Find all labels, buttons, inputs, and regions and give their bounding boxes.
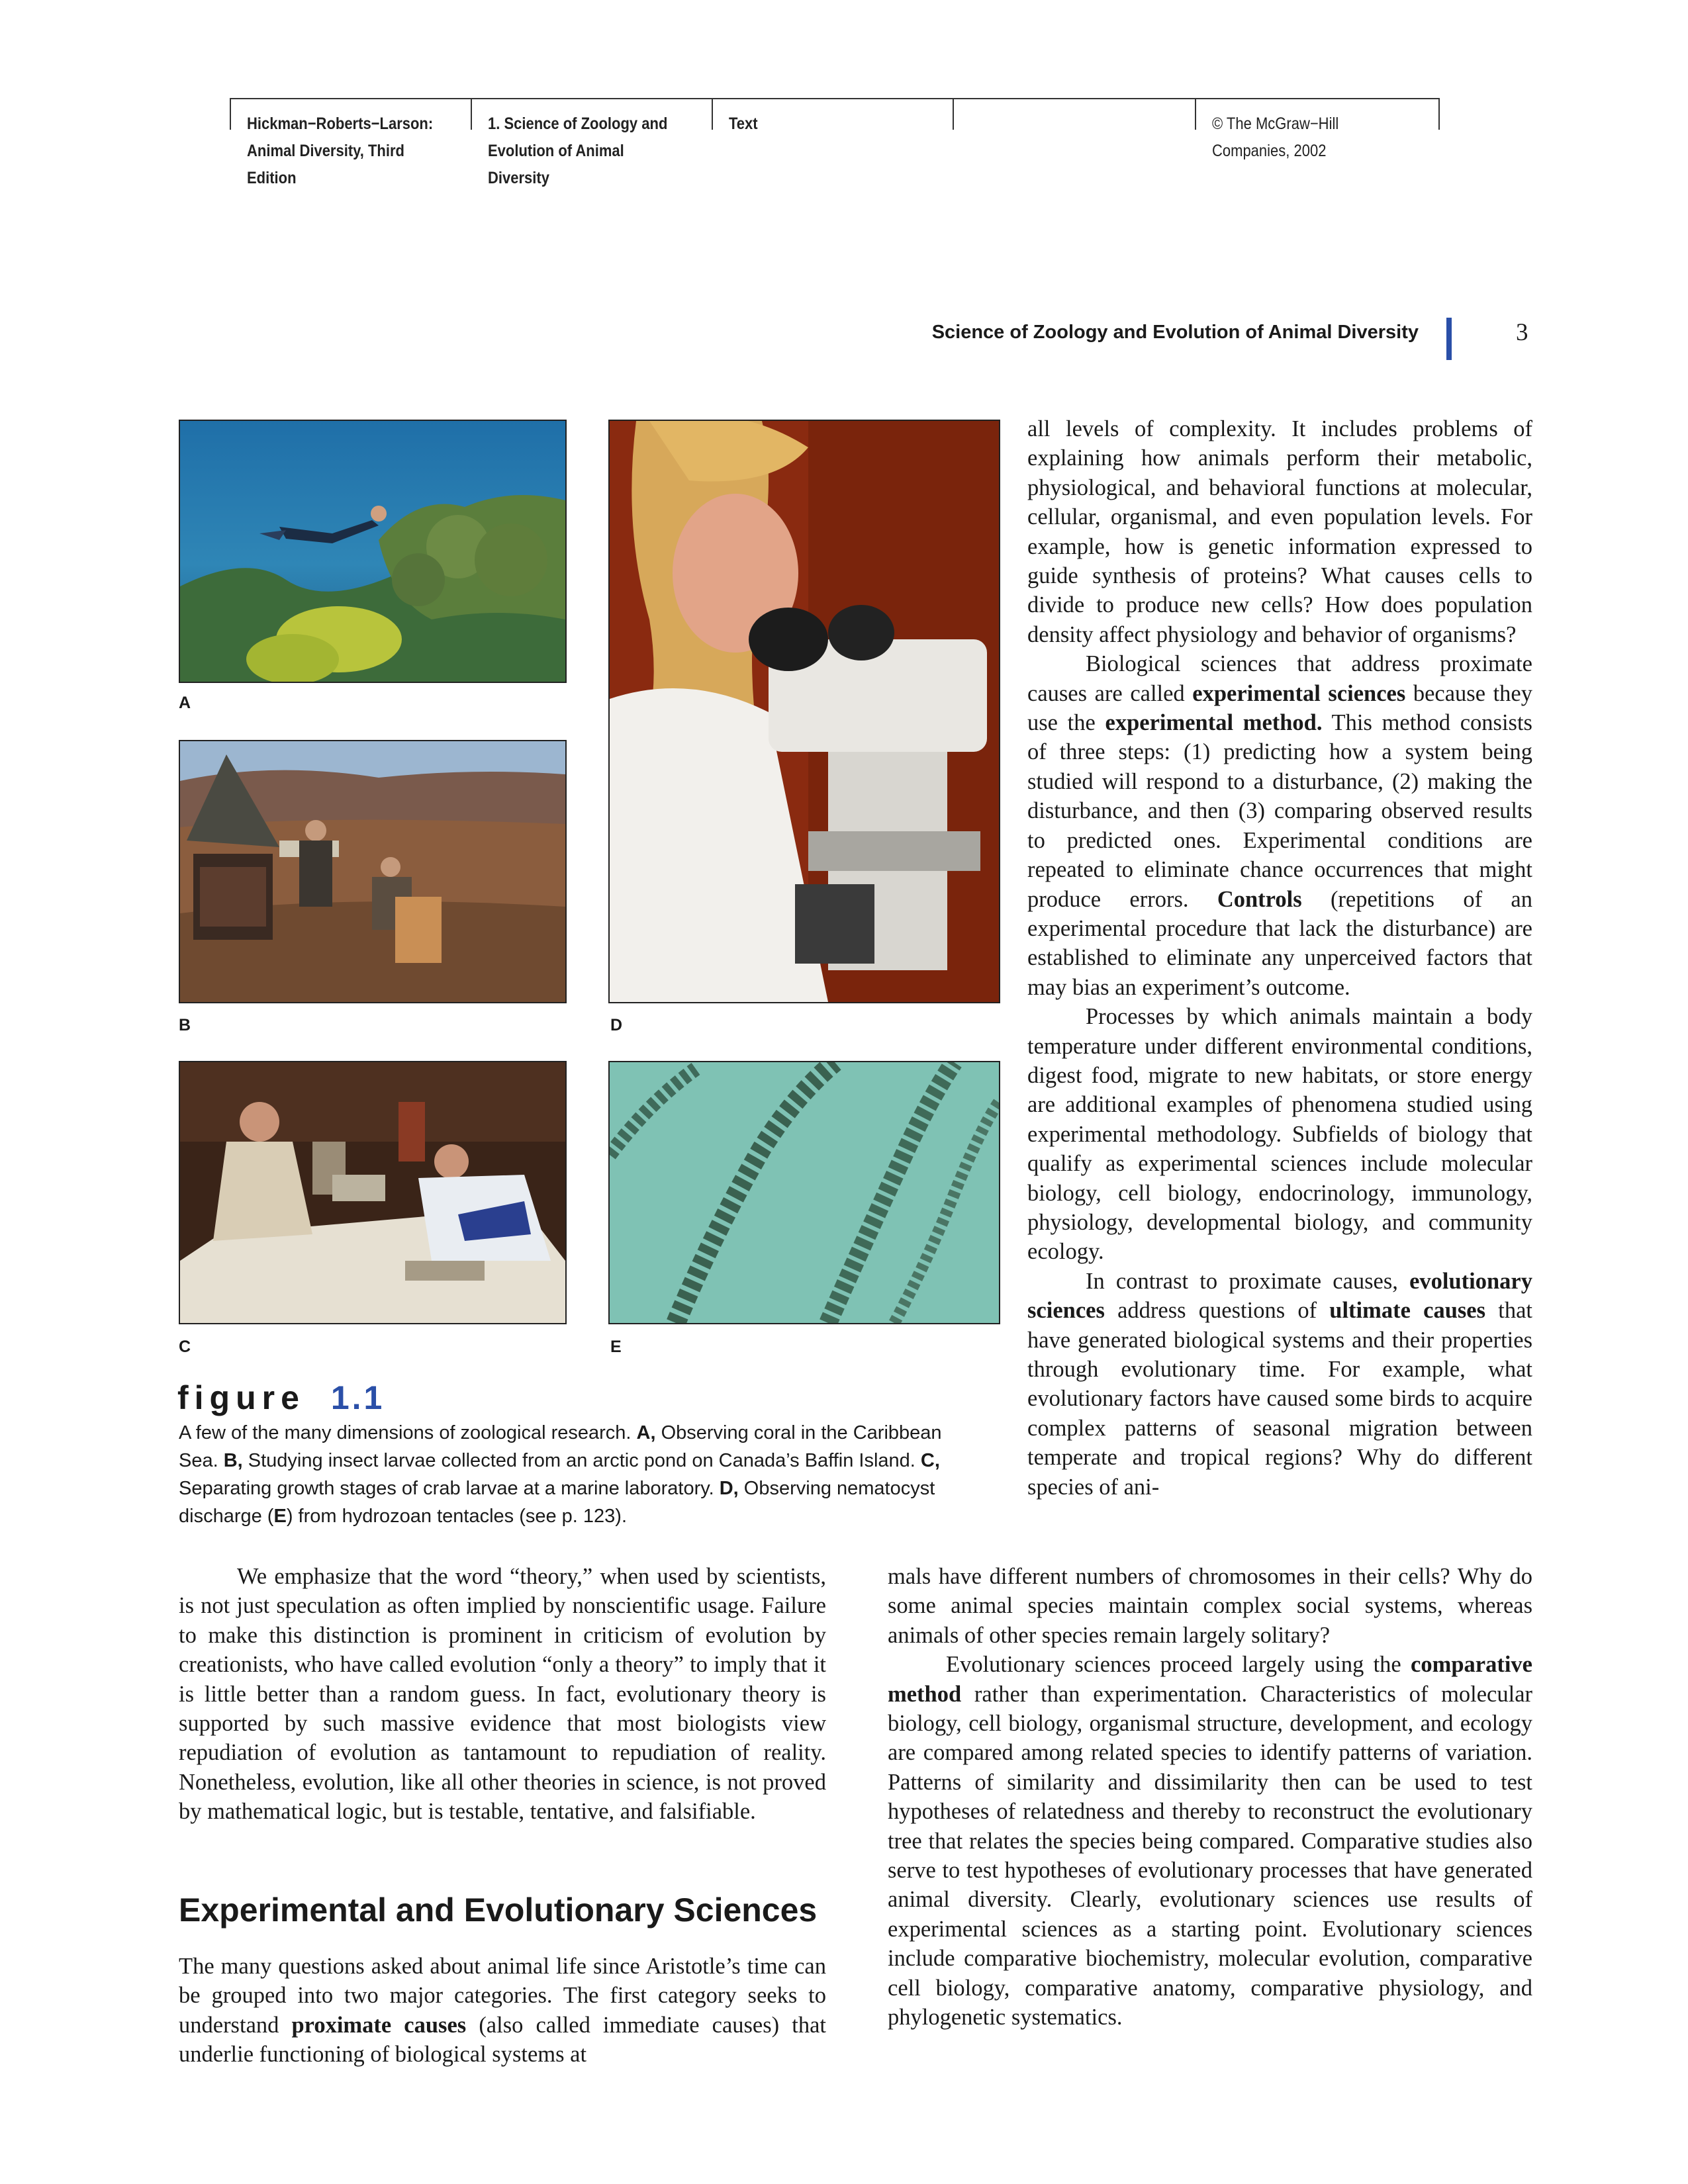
bold-term: A, bbox=[636, 1422, 656, 1443]
page-number: 3 bbox=[1516, 319, 1528, 346]
header-divider-4 bbox=[953, 98, 954, 130]
bold-term: E bbox=[273, 1506, 287, 1527]
bold-term: experimental sciences bbox=[1192, 680, 1406, 706]
header-chapter-line-1: 1. Science of Zoology and bbox=[488, 114, 668, 133]
paragraph-processes: Processes by which animals maintain a body temperature under different environmental conditions, digest food, migrate to new habitats, or store energy are additional examples of phenomena studied using experimental methodology. Subfields of biology that qualify as experimental sciences include molecular biology, cell biology, endocrinology, immunology, physiology, developmental biology, and community ecology. bbox=[1027, 1004, 1532, 1265]
header-section-type bbox=[729, 111, 758, 138]
figure-number: 1.1 bbox=[330, 1379, 385, 1416]
header-divider-5 bbox=[1195, 98, 1196, 130]
right-column-lower bbox=[888, 1562, 1532, 2032]
paragraph-proximate-continued: all levels of complexity. It includes problems of explaining how animals perform their metabolic, physiological, and behavioral functions at molecular, cellular, organismal, and even population levels. For example, how is genetic information expressed to guide synthesis of proteins? What causes cells to divide to produce new cells? How does population density affect physiology and behavior of organisms? bbox=[1027, 416, 1532, 647]
paragraph-evolutionary-contrast-end: mals have different numbers of chromosomes in their cells? Why do some animal species maintain complex social systems, whereas animals of other species remain largely solitary? bbox=[888, 1564, 1532, 1648]
header-chapter-info bbox=[488, 111, 667, 192]
figure-title bbox=[177, 1379, 385, 1417]
header-divider-2 bbox=[471, 98, 472, 130]
bold-term: B, bbox=[223, 1450, 243, 1471]
figure-photo-e bbox=[608, 1061, 1000, 1324]
figure-label-d: D bbox=[610, 1016, 623, 1034]
microscope-photo bbox=[610, 421, 999, 1002]
header-section-label: Text bbox=[729, 114, 758, 133]
paragraph-comparative-method: Evolutionary sciences proceed largely using the comparative method rather than experimentation. Characteristics of molecular biology, cell biology, organismal structure, development, and ecology are compared among related species to identify patterns of variation. Patterns of similarity and dissimilarity then can be used to test hypotheses of relatedness and thereby to reconstruct the evolutionary tree that relates the species being compared. Comparative studies also serve to test hypotheses of evolutionary processes that have generated animal diversity. Clearly, evolutionary sciences use results of experimental sciences as a starting point. Evolutionary sciences include comparative biochemistry, molecular evolution, comparative cell biology, comparative anatomy, comparative physiology, and phylogenetic systematics. bbox=[888, 1652, 1532, 2030]
header-divider-6 bbox=[1438, 98, 1440, 130]
bold-term: experimental method. bbox=[1105, 710, 1323, 736]
coral-reef-photo bbox=[180, 421, 565, 682]
figure-caption: A few of the many dimensions of zoological research. A, Observing coral in the Caribbean Sea. B, Studying insect larvae collected from an arctic pond on Canada’s Baffin Island. C, Separating growth stages of crab larvae at a marine laboratory. D, Observing nematocyst discharge (E) from hydrozoan tentacles (see p. 123). bbox=[179, 1422, 942, 1527]
figure-photo-a bbox=[179, 420, 567, 683]
header-book-info bbox=[247, 111, 433, 192]
running-head-title: Science of Zoology and Evolution of Animal Diversity bbox=[931, 322, 1419, 343]
left-column-lower bbox=[179, 1562, 826, 1827]
bold-term: proximate causes bbox=[291, 2012, 467, 2038]
paragraph-theory: We emphasize that the word “theory,” when used by scientists, is not just speculation as often implied by nonscientific usage. Failure to make this distinction is prominent in criticism of evolution by creationists, who have called evolution “only a theory” to imply that it is little better than a random guess. In fact, evolutionary theory is supported by such massive evidence that most biologists view repudiation of evolution as tantamount to repudiation of reality. Nonetheless, evolution, like all other theories in science, is not proved by mathematical logic, but is testable, tentative, and falsifiable. bbox=[179, 1564, 826, 1825]
left-column-intro bbox=[179, 1952, 826, 2070]
header-divider-3 bbox=[712, 98, 713, 130]
marine-lab-photo bbox=[180, 1062, 565, 1323]
figure-label-a: A bbox=[179, 694, 191, 712]
arctic-field-photo bbox=[180, 741, 565, 1002]
paragraph-proximate-intro: The many questions asked about animal life since Aristotle’s time can be grouped into two major categories. The first category seeks to understand proximate causes (also called immediate causes) that underlie functioning of biological systems at bbox=[179, 1954, 826, 2068]
bold-term: Controls bbox=[1217, 886, 1302, 912]
header-copyright-line-1: © The McGraw−Hill bbox=[1212, 114, 1339, 133]
figure-label-e: E bbox=[610, 1338, 622, 1356]
figure-photo-d bbox=[608, 420, 1000, 1003]
header-book-line-1: Hickman−Roberts−Larson: bbox=[247, 114, 434, 133]
header-book-line-3: Edition bbox=[247, 169, 297, 187]
section-heading: Experimental and Evolutionary Sciences bbox=[179, 1891, 818, 1929]
paragraph-experimental-sciences: Biological sciences that address proximate causes are called experimental sciences because they use the experimental method. This method consists of three steps: (1) predicting how a system being studied will respond to a disturbance, (2) making the disturbance, and then (3) comparing observed results to predicted ones. Experimental conditions are repeated to eliminate chance occurrences that might produce errors. Controls (repetitions of an experimental procedure that lack the disturbance) are established to eliminate any unperceived factors that may bias an experiment’s outcome. bbox=[1027, 651, 1532, 1000]
bold-term: C, bbox=[920, 1450, 940, 1471]
paragraph-evolutionary-contrast: In contrast to proximate causes, evolutionary sciences address questions of ultimate causes that have generated biological systems and their properties through evolutionary time. For example, what evolutionary factors have caused some birds to acquire complex patterns of seasonal migration between temperate and tropical regions? Why do different species of ani- bbox=[1027, 1268, 1532, 1500]
figure-title-word: figure bbox=[177, 1379, 305, 1416]
header-top-rule bbox=[230, 98, 1440, 99]
header-book-line-2: Animal Diversity, Third bbox=[247, 142, 404, 160]
bold-term: comparative method bbox=[888, 1652, 1532, 1707]
figure-photo-b bbox=[179, 740, 567, 1003]
header-chapter-line-2: Evolution of Animal bbox=[488, 142, 624, 160]
figure-label-b: B bbox=[179, 1016, 191, 1034]
figure-label-c: C bbox=[179, 1338, 191, 1356]
figure-photo-c bbox=[179, 1061, 567, 1324]
right-column-upper bbox=[1027, 414, 1532, 1502]
running-head-rule bbox=[1446, 318, 1452, 360]
bold-term: evolutionary sciences bbox=[1027, 1268, 1532, 1324]
header-copyright-line-2: Companies, 2002 bbox=[1212, 142, 1327, 160]
header-chapter-line-3: Diversity bbox=[488, 169, 549, 187]
header-copyright bbox=[1212, 111, 1338, 165]
bold-term: ultimate causes bbox=[1329, 1298, 1486, 1324]
header-divider-1 bbox=[230, 98, 231, 130]
bold-term: D, bbox=[719, 1478, 739, 1499]
nematocyst-micrograph bbox=[610, 1062, 999, 1323]
